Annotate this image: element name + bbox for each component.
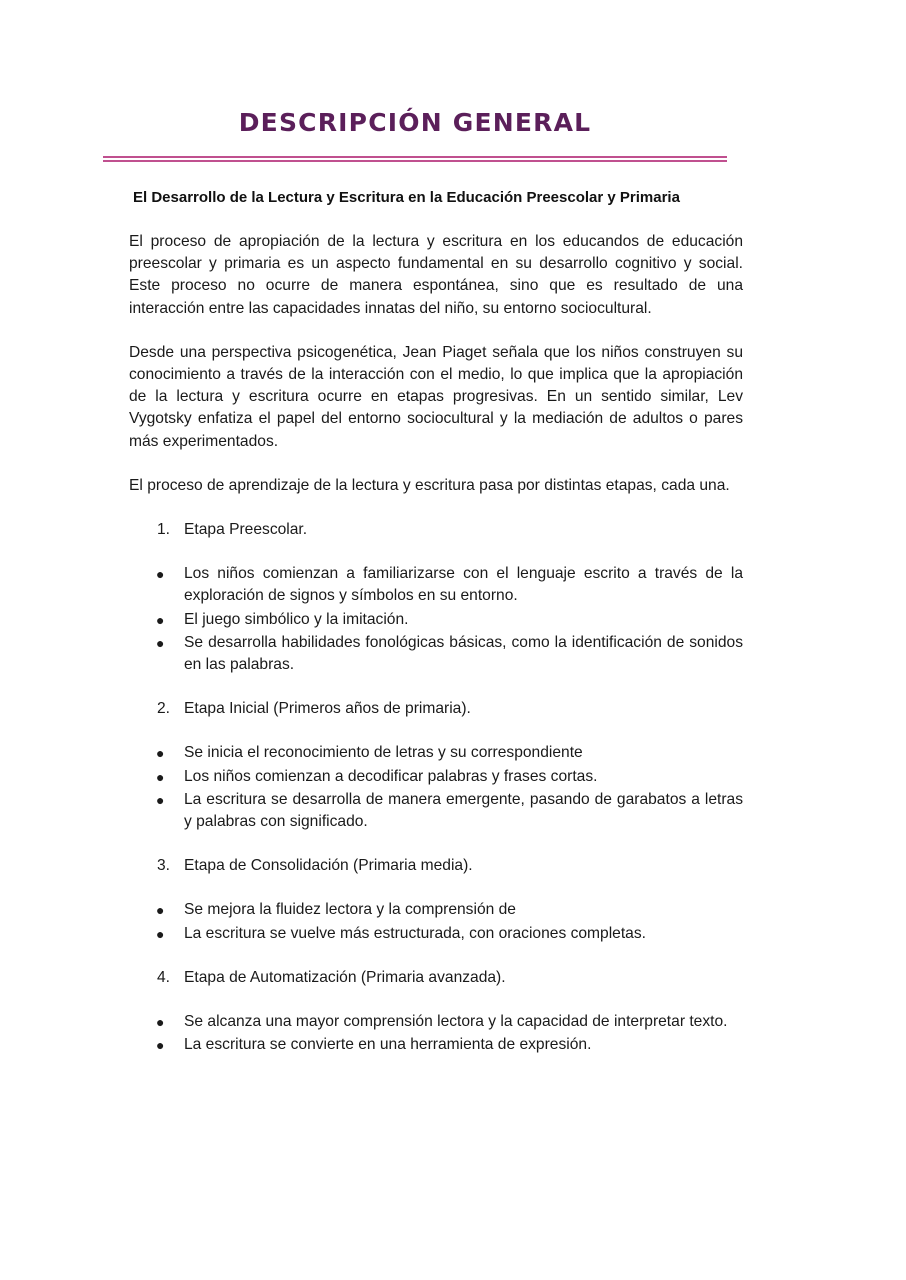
list-item-text: La escritura se convierte en una herramienta de expresión. bbox=[184, 1036, 592, 1054]
list-item-text: Se mejora la fluidez lectora y la comprensión de bbox=[184, 901, 516, 919]
stage-number: 2. bbox=[157, 700, 171, 718]
list-item bbox=[129, 742, 743, 764]
stage-3-bullet-list bbox=[129, 899, 743, 944]
paragraph-perspective: Desde una perspectiva psicogenética, Jean Piaget señala que los niños construyen su conocimiento a través de la interacción con el medio, lo que implica que la apropiación de la lectura y escritura ocurre en etapas progresivas. En un sentido similar, Lev Vygotsky enfatiza el papel del entorno sociocultural y la mediación de adultos o pares más experimentados. bbox=[129, 343, 743, 450]
bullet-dot-icon: ● bbox=[156, 791, 165, 808]
list-item-text: La escritura se desarrolla de manera emergente, pasando de garabatos a letras y palabras con significado. bbox=[184, 790, 743, 831]
stage-number: 1. bbox=[157, 521, 171, 539]
stage-heading-4 bbox=[129, 967, 743, 989]
stage-heading-1 bbox=[129, 519, 743, 541]
stage-label: Etapa Preescolar. bbox=[184, 521, 308, 539]
bullet-dot-icon: ● bbox=[156, 634, 165, 651]
list-item bbox=[129, 766, 743, 788]
paragraph-stages-intro: El proceso de aprendizaje de la lectura y escritura pasa por distintas etapas, cada una. bbox=[129, 476, 730, 494]
list-item-text: El juego simbólico y la imitación. bbox=[184, 610, 409, 628]
bullet-dot-icon: ● bbox=[156, 1014, 165, 1031]
stage-number: 3. bbox=[157, 857, 171, 875]
stage-label: Etapa Inicial (Primeros años de primaria). bbox=[184, 700, 471, 718]
stage-label: Etapa de Consolidación (Primaria media). bbox=[184, 857, 473, 875]
document-body bbox=[129, 231, 743, 1078]
bullet-dot-icon: ● bbox=[156, 566, 165, 583]
list-item-text: Se desarrolla habilidades fonológicas básicas, como la identificación de sonidos en las palabras. bbox=[184, 633, 743, 674]
bullet-dot-icon: ● bbox=[156, 925, 165, 942]
list-item-text: Se inicia el reconocimiento de letras y su correspondiente bbox=[184, 744, 583, 762]
list-item bbox=[129, 1034, 743, 1056]
stage-2-bullet-list bbox=[129, 742, 743, 833]
page-title: DESCRIPCIÓN GENERAL bbox=[238, 108, 592, 137]
stage-heading-3 bbox=[129, 855, 743, 877]
stage-4-bullet-list bbox=[129, 1011, 743, 1056]
list-item-text: Se alcanza una mayor comprensión lectora y la capacidad de interpretar texto. bbox=[184, 1013, 728, 1031]
bullet-dot-icon: ● bbox=[156, 1037, 165, 1054]
title-divider-line-top bbox=[103, 156, 727, 158]
stage-label: Etapa de Automatización (Primaria avanzada). bbox=[184, 968, 506, 986]
list-item bbox=[129, 789, 743, 833]
stage-number: 4. bbox=[157, 968, 171, 986]
bullet-dot-icon: ● bbox=[156, 902, 165, 919]
list-item bbox=[129, 563, 743, 607]
bullet-dot-icon: ● bbox=[156, 768, 165, 785]
list-item bbox=[129, 632, 743, 676]
list-item bbox=[129, 609, 743, 631]
paragraph-intro: El proceso de apropiación de la lectura y escritura en los educandos de educación preescolar y primaria es un aspecto fundamental en su desarrollo cognitivo y social. Este proceso no ocurre de manera espontánea, sino que es resultado de una interacción entre las capacidades innatas del niño, su entorno sociocultural. bbox=[129, 233, 743, 317]
title-divider-line-bottom bbox=[103, 160, 727, 162]
list-item bbox=[129, 1011, 743, 1033]
bullet-dot-icon: ● bbox=[156, 745, 165, 762]
list-item bbox=[129, 899, 743, 921]
list-item-text: La escritura se vuelve más estructurada, con oraciones completas. bbox=[184, 924, 646, 942]
list-item bbox=[129, 923, 743, 945]
stage-1-bullet-list bbox=[129, 563, 743, 676]
bullet-dot-icon: ● bbox=[156, 611, 165, 628]
list-item-text: Los niños comienzan a familiarizarse con el lenguaje escrito a través de la exploración de signos y símbolos en su entorno. bbox=[184, 565, 743, 605]
title-divider bbox=[103, 156, 727, 162]
stage-heading-2 bbox=[129, 698, 743, 720]
section-subtitle: El Desarrollo de la Lectura y Escritura en la Educación Preescolar y Primaria bbox=[133, 189, 680, 206]
list-item-text: Los niños comienzan a decodificar palabras y frases cortas. bbox=[184, 767, 598, 785]
